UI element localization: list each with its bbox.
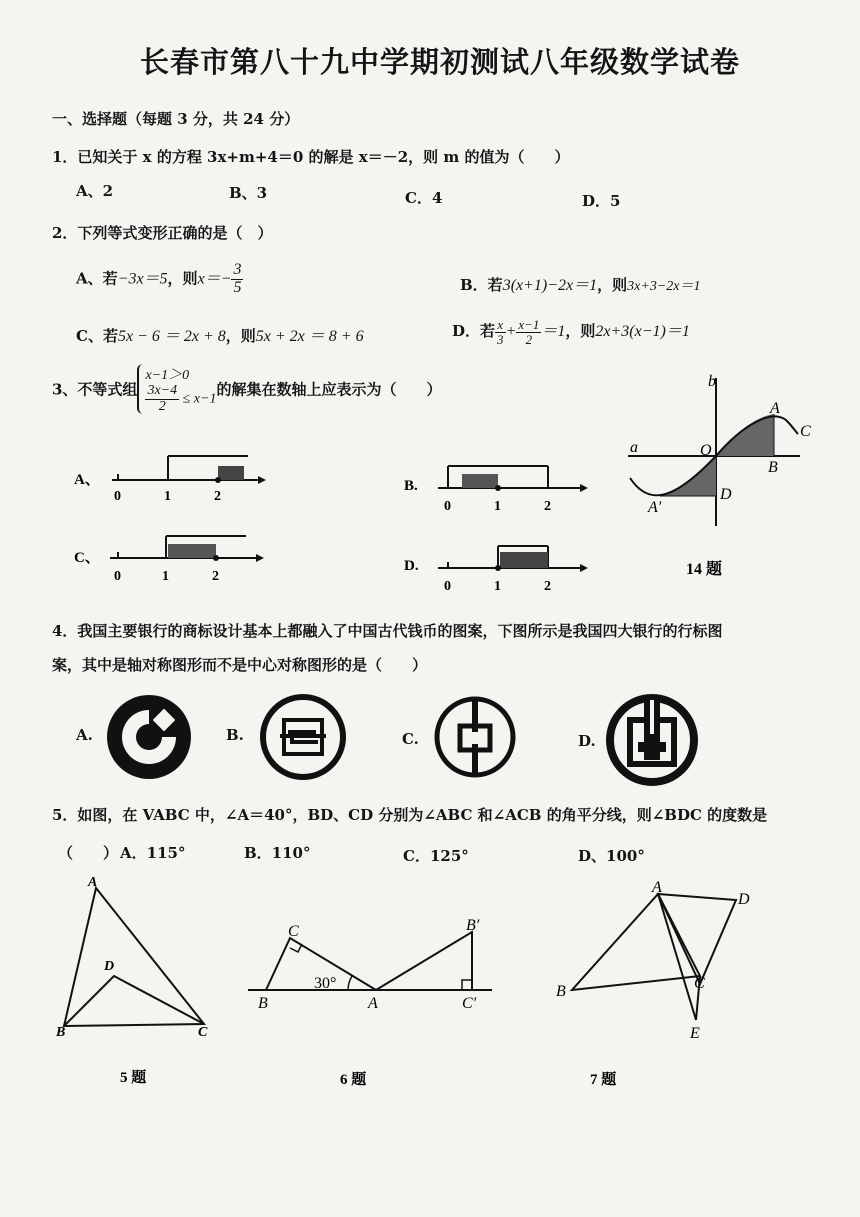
- fig7-label-d: D: [738, 891, 750, 908]
- fig6-caption: 6 题: [340, 1072, 367, 1088]
- q2-option-c: C、若5x − 6 ＝ 2x + 8，则5x + 2x ＝ 8 + 6: [76, 327, 364, 345]
- q3-option-b-label: B.: [404, 478, 418, 494]
- q1-stem: 1．已知关于 x 的方程 3x+m+4＝0 的解是 x＝－2，则 m 的值为（ ）: [52, 148, 570, 166]
- q5-option-c: C．125°: [403, 847, 469, 865]
- fig7-label-a: A: [652, 880, 662, 896]
- fig14-label-a-point: A: [770, 400, 780, 417]
- figure-7: [548, 880, 768, 1092]
- fig6-label-angle: 30°: [314, 975, 337, 992]
- q4-stem-line1: 4．我国主要银行的商标设计基本上都融入了中国古代钱币的图案，下图所示是我国四大银行的行标图: [52, 622, 723, 640]
- fig7-label-e: E: [690, 1025, 700, 1042]
- q3-stem: 3、不等式组 x−1＞0 $\frac{3x-4}{2}$ ≤ x−1的解集在数轴上应表示为（ ）: [52, 364, 442, 414]
- fig7-label-b: B: [556, 983, 566, 1000]
- q2-stem: 2．下列等式变形正确的是（ ）: [52, 224, 273, 242]
- q2-option-b: B．若3(x+1)−2x＝1，则3x+3−2x＝1: [460, 276, 701, 294]
- q1-option-d: D．5: [582, 192, 621, 210]
- svg-text:1: 1: [164, 489, 171, 504]
- q3-number-line-c: [70, 528, 270, 588]
- fig6-label-b: B: [258, 995, 268, 1012]
- q4-option-c: C.: [402, 730, 419, 748]
- q2-option-a: A、若−3x＝5，则x＝− $\frac{3}{5}$: [76, 261, 242, 296]
- figure-6: [244, 912, 504, 1092]
- fig14-label-b: b: [708, 373, 716, 390]
- svg-text:2: 2: [212, 569, 219, 584]
- fig5-caption: 5 题: [120, 1070, 147, 1086]
- q3-option-d-label: D.: [404, 558, 419, 574]
- svg-text:2: 2: [214, 489, 221, 504]
- q3-number-line-b: [402, 458, 602, 518]
- q4-option-d: D.: [578, 732, 596, 750]
- q5-option-d: D、100°: [578, 847, 645, 865]
- svg-text:2: 2: [544, 579, 551, 594]
- svg-text:1: 1: [162, 569, 169, 584]
- figure-5: [50, 876, 220, 1096]
- q3-option-a-label: A、: [74, 472, 100, 488]
- fig14-label-d: D: [720, 486, 732, 503]
- q3-number-line-a: [70, 448, 270, 508]
- fig6-label-b-prime: B′: [466, 917, 480, 934]
- fig14-label-c: C: [800, 423, 811, 440]
- q1-option-c: C．4: [405, 189, 443, 207]
- fig14-label-o: O: [700, 442, 712, 459]
- svg-text:2: 2: [544, 499, 551, 514]
- q4-stem-line2: 案，其中是轴对称图形而不是中心对称图形的是（ ）: [52, 656, 428, 674]
- fig5-label-b: B: [56, 1025, 66, 1040]
- svg-text:1: 1: [494, 579, 501, 594]
- q3-option-c-label: C、: [74, 550, 100, 566]
- q1-option-a: A、2: [76, 182, 114, 200]
- logo-bank-b: [258, 692, 348, 782]
- svg-text:0: 0: [114, 489, 121, 504]
- fig5-label-a: A: [88, 876, 98, 890]
- q4-option-a: A.: [76, 726, 93, 744]
- fig7-label-c: C: [694, 975, 705, 992]
- fig14-label-bpoint: B: [768, 459, 778, 476]
- fig14-label-a-axis: a: [630, 439, 638, 456]
- svg-text:0: 0: [444, 499, 451, 514]
- q1-option-b: B、3: [229, 184, 268, 202]
- q5-option-b: B．110°: [244, 844, 311, 862]
- fig14-caption: 14 题: [686, 561, 723, 578]
- section-heading: 一、选择题（每题 3 分，共 24 分）: [52, 110, 300, 128]
- fig6-label-c: C: [288, 923, 299, 940]
- fig5-label-c: C: [198, 1025, 208, 1040]
- fig6-label-a: A: [368, 995, 378, 1012]
- q4-option-b: B.: [226, 726, 244, 744]
- page-title: 长春市第八十九中学期初测试八年级数学试卷: [140, 45, 741, 79]
- q5-paren: （ ）: [58, 844, 119, 862]
- q5-stem: 5．如图，在 VABC 中，∠A＝40°，BD、CD 分别为∠ABC 和∠ACB 的角平分线，则∠BDC 的度数是: [52, 806, 768, 824]
- q5-option-a: A．115°: [120, 844, 186, 862]
- svg-text:0: 0: [444, 579, 451, 594]
- logo-bank-a: [104, 692, 194, 782]
- svg-text:0: 0: [114, 569, 121, 584]
- fig5-label-d: D: [104, 959, 115, 974]
- fig7-caption: 7 题: [590, 1072, 617, 1088]
- fig14-label-a-prime: A′: [648, 499, 662, 516]
- svg-text:1: 1: [494, 499, 501, 514]
- q2-option-d: D．若 $\frac{x}{3}$ + $\frac{x-1}{2}$ ＝1，则2x+3(x−1)＝1: [452, 317, 690, 347]
- fig6-label-c-prime: C′: [462, 995, 477, 1012]
- figure-14: [620, 368, 830, 578]
- q3-number-line-d: [402, 538, 602, 598]
- logo-bank-d: [604, 692, 700, 788]
- logo-bank-c: [430, 692, 520, 782]
